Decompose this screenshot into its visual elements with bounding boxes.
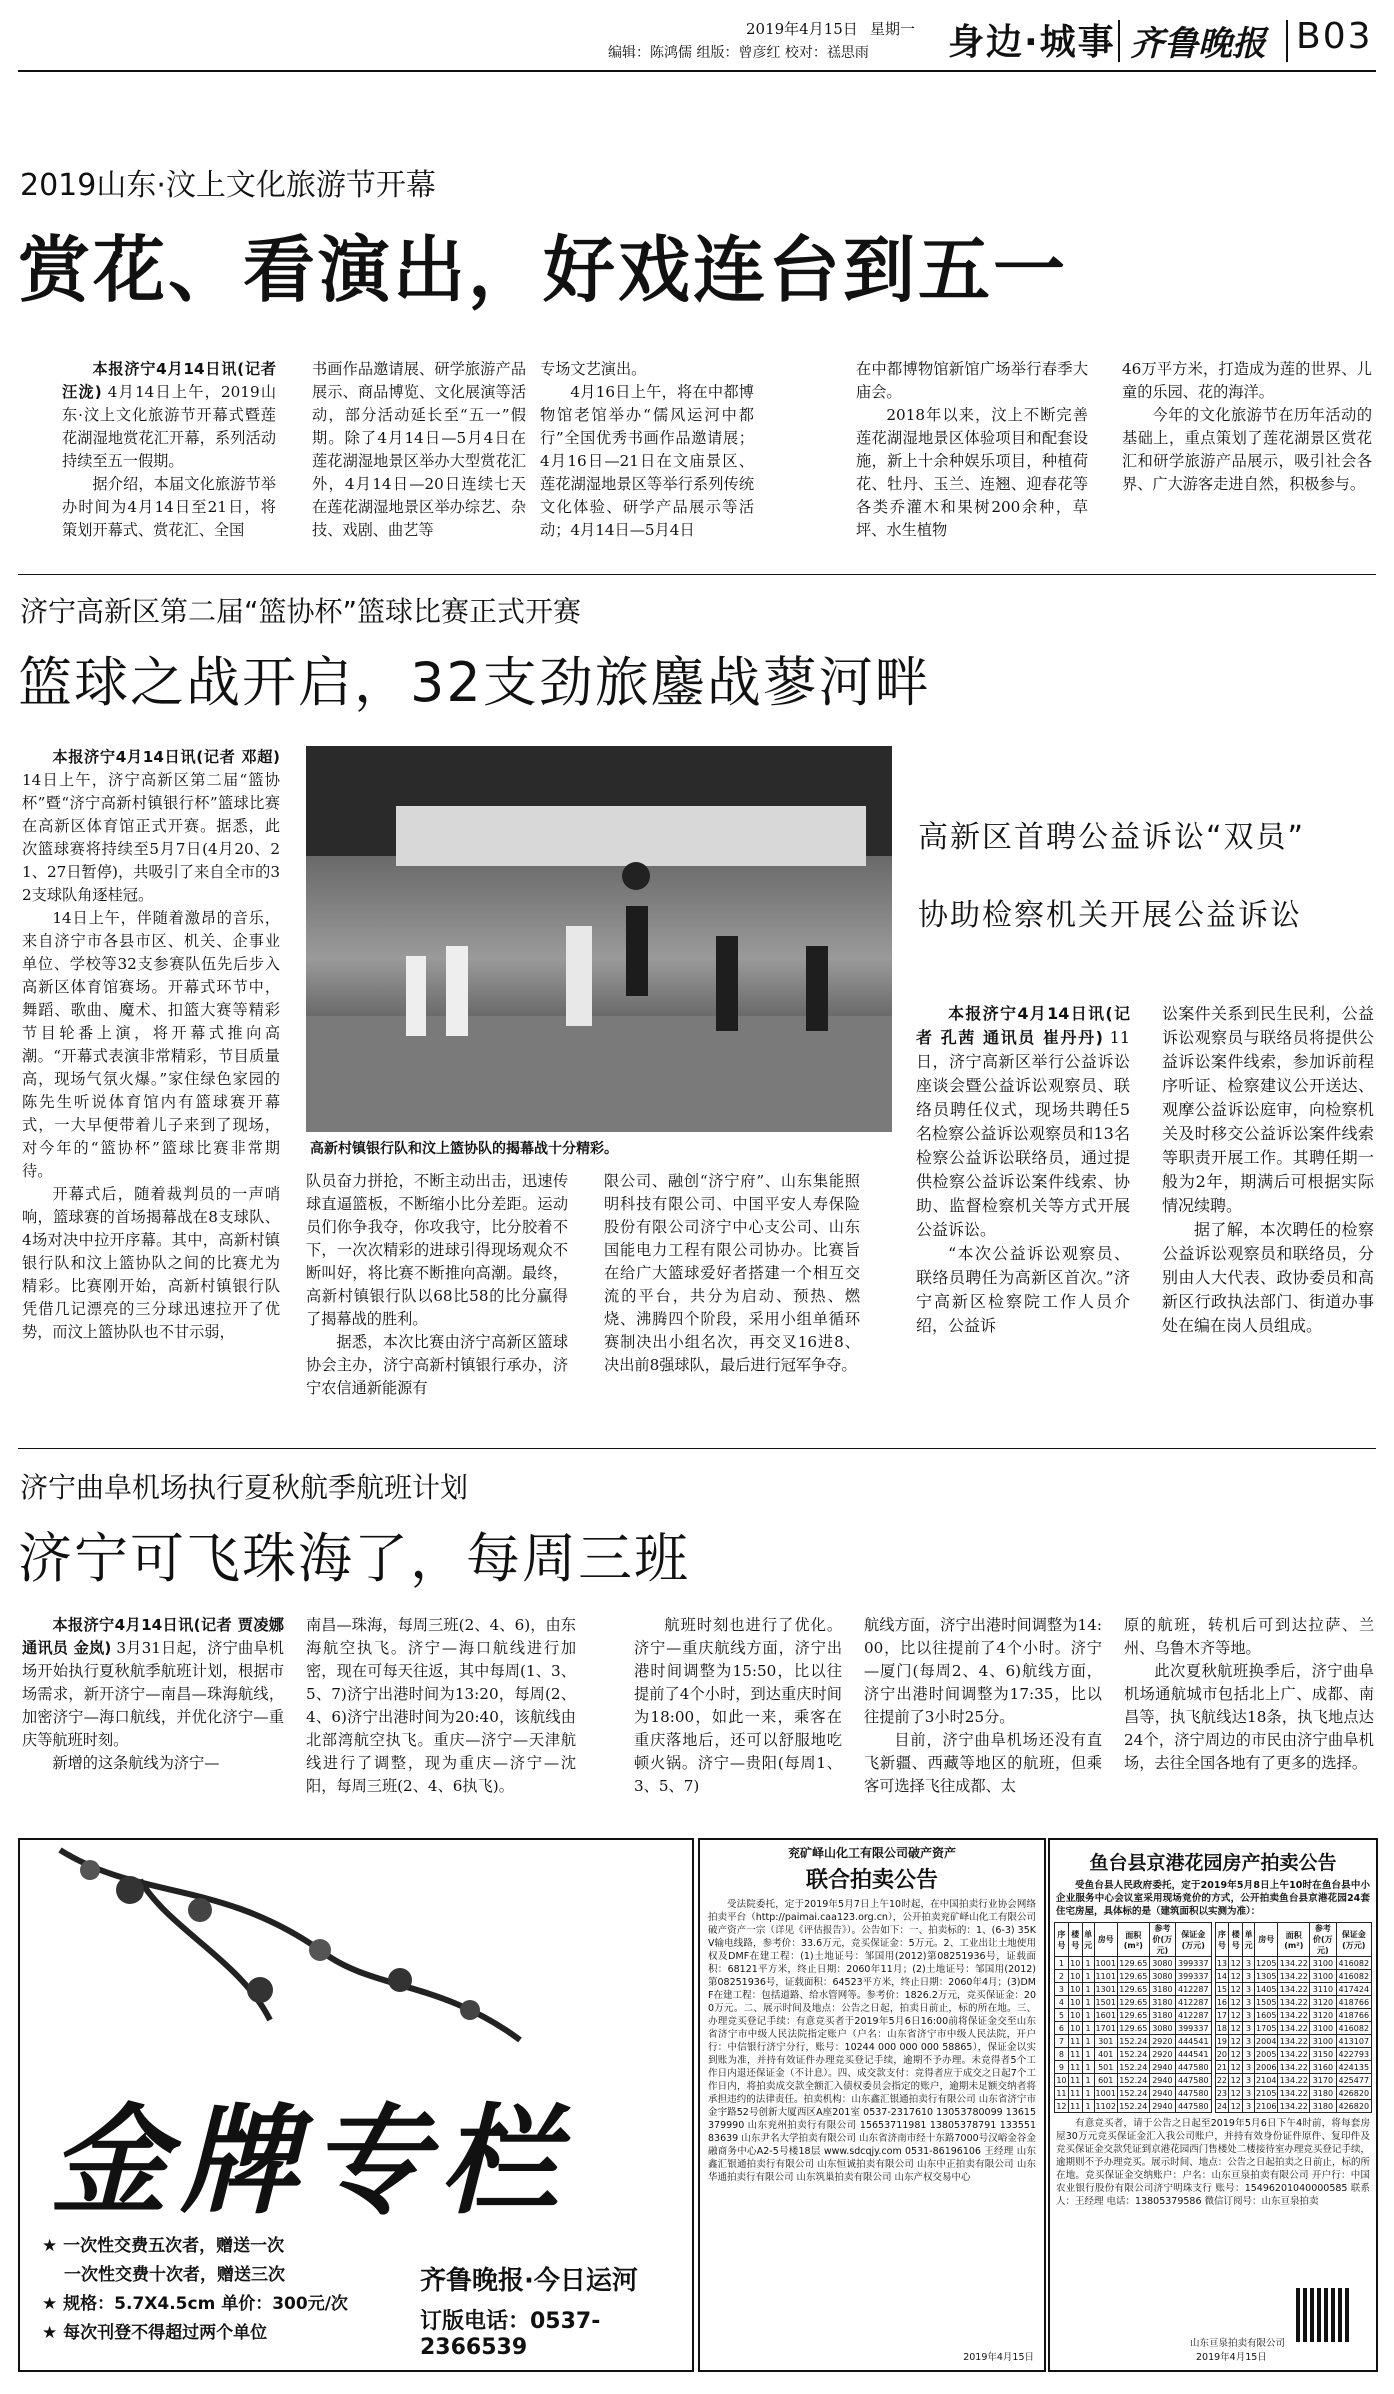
table-header-cell: 保证金(万元) bbox=[1176, 1923, 1211, 1957]
table-cell: 418766 bbox=[1336, 2009, 1371, 2022]
article1-text: 专场文艺演出。 bbox=[540, 360, 647, 378]
table-cell: 2940 bbox=[1149, 2061, 1175, 2074]
table-cell: 3180 bbox=[1310, 2087, 1336, 2100]
table-cell: 1 bbox=[1082, 2009, 1094, 2022]
table-cell: 3110 bbox=[1310, 1983, 1336, 1996]
table-cell: 11 bbox=[1056, 2088, 1067, 2098]
table-cell: 14 bbox=[1216, 1971, 1227, 1981]
table-cell: 21 bbox=[1216, 2062, 1227, 2072]
table-row bbox=[1055, 2074, 1212, 2087]
table-cell: 134.22 bbox=[1279, 2010, 1308, 2020]
article1-text: 据介绍，本届文化旅游节举办时间为4月14日至21日，将策划开幕式、赏花汇、全国 bbox=[62, 475, 276, 539]
table-cell: 12 bbox=[1230, 2023, 1241, 2033]
table-cell: 4 bbox=[1055, 1996, 1069, 2009]
sidebar-column-1 bbox=[916, 1002, 1130, 1338]
table-cell: 12 bbox=[1230, 2036, 1241, 2046]
article2-text: 14日上午，济宁高新区第二届“篮协杯”暨“济宁高新村镇银行杯”篮球比赛在高新区体育馆正式开赛。据悉，此次篮球赛将持续至5月7日(4月20、21、27日暂停)，共吸引了来自全市的32支球队角逐桂冠。 bbox=[22, 771, 280, 904]
table-cell: 10 bbox=[1070, 2023, 1081, 2033]
table-cell: 301 bbox=[1094, 2035, 1117, 2048]
table-cell: 12 bbox=[1230, 2049, 1241, 2059]
gold-term: 一次性交费十次者，赠送三次 bbox=[64, 2265, 285, 2285]
basketball-photo bbox=[306, 746, 892, 1132]
table-cell: 134.22 bbox=[1279, 1971, 1308, 1981]
table-cell: 152.24 bbox=[1119, 2101, 1148, 2111]
article1-text: 4月14日上午，2019山东·汶上文化旅游节开幕式暨莲花湖湿地赏花汇开幕，系列活动持续至五一假期。 bbox=[62, 383, 277, 470]
table-cell: 413107 bbox=[1336, 2035, 1371, 2048]
table-cell: 3 bbox=[1243, 1957, 1255, 1970]
table-cell: 412287 bbox=[1176, 1983, 1211, 1996]
table-cell: 424135 bbox=[1336, 2061, 1371, 2074]
table-cell: 134.22 bbox=[1279, 2075, 1308, 2085]
article3-text: 航班时刻也进行了优化。济宁—重庆航线方面，济宁出港时间调整为15:50，比以往提前了4个小时，到达重庆时间为18:00，如此一来，乘客在重庆落地后，还可以舒服地吃顿火锅。济宁—贵阳(每周1、3、5、7) bbox=[634, 1616, 842, 1795]
table-cell: 129.65 bbox=[1119, 1984, 1148, 1994]
article2-kicker: 济宁高新区第二届“篮协杯”篮球比赛正式开赛 bbox=[20, 595, 582, 628]
table-cell: 1 bbox=[1082, 2087, 1094, 2100]
sidebar-column-2 bbox=[1162, 1002, 1374, 1338]
table-cell: 418766 bbox=[1336, 1996, 1371, 2009]
gold-term: ★ 一次性交费五次者，赠送一次 bbox=[42, 2236, 285, 2256]
table-cell: 447580 bbox=[1176, 2061, 1211, 2074]
table-header-cell: 参考价(万元) bbox=[1310, 1923, 1336, 1957]
page-number: B03 bbox=[1296, 16, 1373, 57]
table-header-cell: 面积(m²) bbox=[1278, 1923, 1310, 1957]
gold-column-ad bbox=[18, 1838, 694, 2372]
gold-column-title: 金牌专栏 bbox=[50, 2091, 571, 2230]
table-row bbox=[1215, 2048, 1372, 2061]
table-cell: 1 bbox=[1082, 1996, 1094, 2009]
table-cell: 3120 bbox=[1310, 1996, 1336, 2009]
table-cell: 134.22 bbox=[1279, 2101, 1308, 2111]
article3-text: 新增的这条航线为济宁— bbox=[52, 1754, 220, 1772]
table-cell: 401 bbox=[1094, 2048, 1117, 2061]
table-cell: 2106 bbox=[1256, 2101, 1277, 2111]
table-cell: 444541 bbox=[1176, 2048, 1211, 2061]
table-cell: 15 bbox=[1216, 1984, 1227, 1994]
table-cell: 1405 bbox=[1256, 1984, 1277, 1994]
table-cell: 416082 bbox=[1336, 1957, 1371, 1970]
table-cell: 3150 bbox=[1310, 2048, 1336, 2061]
table-cell: 129.65 bbox=[1119, 2023, 1148, 2033]
table-cell: 3180 bbox=[1149, 1983, 1175, 1996]
masthead-divider bbox=[1118, 20, 1120, 62]
table-cell: 1301 bbox=[1095, 1984, 1116, 1994]
table-cell: 129.65 bbox=[1119, 1997, 1148, 2007]
article2-text: 队员奋力拼抢，不断主动出击，迅速传球直逼篮板，不断缩小比分差距。运动员们你争我夺，你攻我守，比分胶着不下，一次次精彩的进球引得现场观众不断叫好，将比赛不断推向高潮。最终，高新村镇银行队以68比58的比分赢得了揭幕战的胜利。 bbox=[306, 1172, 568, 1328]
table-cell: 3 bbox=[1055, 1983, 1069, 1996]
table-cell: 3180 bbox=[1149, 2009, 1175, 2022]
gold-column-phone: 订版电话：0537-2366539 bbox=[420, 2309, 601, 2360]
sidebar-text: 据了解，本次聘任的检察公益诉讼观察员和联络员，分别由人大代表、政协委员和高新区行政执法部门、街道办事处在编在岗人员组成。 bbox=[1162, 1220, 1374, 1335]
sidebar-text: 讼案件关系到民生民利，公益诉讼观察员与联络员将提供公益诉讼案件线索，参加诉前程序听证、检察建议公开送达、观摩公益诉讼庭审，向检察机关及时移交公益诉讼案件线索等职责开展工作。其聘任期一般为2年，期满后可根据实际情况续聘。 bbox=[1162, 1004, 1374, 1215]
table-cell: 19 bbox=[1216, 2036, 1227, 2046]
table-cell: 501 bbox=[1094, 2061, 1117, 2074]
table-cell: 2940 bbox=[1149, 2087, 1175, 2100]
table-cell: 129.65 bbox=[1119, 2010, 1148, 2020]
table-header-cell: 楼号 bbox=[1229, 1923, 1243, 1957]
table-cell: 601 bbox=[1094, 2074, 1117, 2087]
article3-text: 原的航班，转机后可到达拉萨、兰州、乌鲁木齐等地。 bbox=[1124, 1616, 1374, 1657]
auction2-date: 2019年4月15日 bbox=[1196, 2352, 1267, 2363]
table-cell: 10 bbox=[1070, 2010, 1081, 2020]
article2-column-1 bbox=[22, 746, 280, 1344]
section-title: 身边·城事 bbox=[948, 22, 1116, 63]
table-cell: 1101 bbox=[1095, 1971, 1116, 1981]
article2-headline: 篮球之战开启，32支劲旅鏖战蓼河畔 bbox=[18, 651, 931, 714]
table-cell: 3180 bbox=[1310, 2100, 1336, 2113]
table-row bbox=[1055, 1983, 1212, 1996]
table-cell: 3 bbox=[1243, 2009, 1255, 2022]
article3-text: 3月31日起，济宁曲阜机场开始执行夏秋航季航班计划，根据市场需求，新开济宁—南昌—珠海航线，加密济宁—海口航线，并优化济宁—重庆等航班时刻。 bbox=[22, 1639, 284, 1749]
auction1-title: 联合拍卖公告 bbox=[805, 1868, 938, 1893]
table-cell: 399337 bbox=[1176, 1957, 1211, 1970]
table-cell: 134.22 bbox=[1279, 2088, 1308, 2098]
table-cell: 134.22 bbox=[1279, 2062, 1308, 2072]
article1-text: 46万平方米，打造成为莲的世界、儿童的乐园、花的海洋。 bbox=[1122, 360, 1372, 401]
table-cell: 129.65 bbox=[1119, 1958, 1148, 1968]
table-cell: 3 bbox=[1243, 1970, 1255, 1983]
table-cell: 129.65 bbox=[1119, 1971, 1148, 1981]
table-cell: 152.24 bbox=[1119, 2075, 1148, 2085]
masthead bbox=[0, 0, 1394, 70]
sidebar-byline: 本报济宁4月14日讯(记者 孔茜 通讯员 崔丹丹) bbox=[916, 1004, 1130, 1047]
table-cell: 1001 bbox=[1095, 1958, 1116, 1968]
table-cell: 1 bbox=[1055, 1957, 1069, 1970]
issue-weekday: 星期一 bbox=[870, 20, 916, 38]
table-cell: 12 bbox=[1230, 1958, 1241, 1968]
table-cell: 3 bbox=[1243, 2074, 1255, 2087]
table-cell: 416082 bbox=[1336, 1970, 1371, 1983]
article1-column-5 bbox=[1122, 358, 1372, 496]
table-cell: 3080 bbox=[1149, 2022, 1175, 2035]
table-cell: 134.22 bbox=[1279, 1958, 1308, 1968]
table-cell: 2004 bbox=[1256, 2036, 1277, 2046]
table-cell: 5 bbox=[1055, 2009, 1069, 2022]
table-cell: 1505 bbox=[1256, 1997, 1277, 2007]
table-cell: 447580 bbox=[1176, 2100, 1211, 2113]
table-cell: 3100 bbox=[1310, 2035, 1336, 2048]
auction2-intro: 受鱼台县人民政府委托，定于2019年5月8日上午10时在鱼台县中小企业服务中心会议室采用现场竞价的方式，公开拍卖鱼台县京港花园24套住宅房屋，具体标的是（建筑面积以实测为准）： bbox=[1056, 1880, 1370, 1917]
article1-text: 在中都博物馆新馆广场举行春季大庙会。 bbox=[856, 360, 1088, 401]
auction1-body: 受法院委托，定于2019年5月7日上午10时起，在中国拍卖行业协会网络拍卖平台（http://paimai.caa123.org.cn），公开拍卖兖矿峄山化工有限公司破产资产一宗（详见《评估报告》）。公告如下：一、拍卖标的：1、(6-3) 35KV输电线路，参考价：33.6万元，竞买保证金：5万元。2、工业出让土地使用权及DMF在建工程：(1)土地证号：邹国用(2012)第08251936号，证载面积：68121平方米，终止日期：2060年11月；(2)土地证号：邹国用(2012)第08251936号，证载面积：64523平方米，终止日期：2060年4月；(3)DMF在建工程：包括道路、给水管网等。参考价：1826.2万元，竞买保证金：200万元。二、展示时间及地点：公告之日起，拍卖日前止，标的所在地。三、办理竞买登记手续：有意竞买者于2019年5月6日16:00前将保证金交至山东省济宁市中级人民法院指定账户（户名：山东省济宁市中级人民法院，开户行：中信银行济宁分行，账号：10244 000 000 000 58865），保证金以实到账为准，并持有效证件办理竞买登记手续，逾期不予办理。未竞得者5个工作日内退还保证金（不计息）。四、成交款支付：竞得者应于成交之日起7个工作日内，将拍卖成交款全额汇入债权委员会指定的账户，逾期未足额交纳者将承担违约的法律责任。拍卖机构：山东鑫汇银通拍卖行有限公司 山东省济宁市金宇路52号创新大厦西区A座201室 0537-2317610 13053780099 13615379990 山东兖州拍卖行有限公司 15653711981 13805378791 13355183639 山东尹名大学拍卖有限公司 山东省济南市经十东路7000号汉峪金谷金融商务中心A2-5号楼18层 www.sdcqjy.com 0531-86196106 王经理 山东鑫汇银通拍卖行有限公司 山东恒诚拍卖有限公司 山东中正拍卖有限公司 山东华通拍卖行有限公司 山东筑巢拍卖有限公司 山东产权交易中心 bbox=[708, 1899, 1036, 2183]
gold-column-paper: 齐鲁晚报·今日运河 bbox=[420, 2266, 638, 2296]
article1-text: 书画作品邀请展、研学旅游产品展示、商品博览、文化展演等活动，部分活动延长至“五一”假期。除了4月14日—5月4日在莲花湖湿地景区举办大型赏花汇外，4月14日—20日连续七天在莲花湖湿地景区举办综艺、杂技、戏剧、曲艺等 bbox=[312, 360, 526, 539]
table-cell: 10 bbox=[1070, 1984, 1081, 1994]
table-row bbox=[1215, 2100, 1372, 2113]
table-cell: 2940 bbox=[1149, 2074, 1175, 2087]
table-cell: 24 bbox=[1216, 2101, 1227, 2111]
table-row bbox=[1215, 2087, 1372, 2100]
table-cell: 10 bbox=[1070, 1971, 1081, 1981]
gold-term: ★ 每次刊登不得超过两个单位 bbox=[42, 2323, 268, 2343]
table-cell: 1501 bbox=[1095, 1997, 1116, 2007]
table-cell: 3 bbox=[1243, 2100, 1255, 2113]
masthead-divider bbox=[1286, 20, 1288, 62]
auction1-date: 2019年4月15日 bbox=[963, 2352, 1034, 2363]
article1-text: 2018年以来，汶上不断完善莲花湖湿地景区体验项目和配套设施，新上十余种娱乐项目，种植荷花、牡丹、玉兰、连翘、迎春花等各类乔灌木和果树200余种，草坪、水生植物 bbox=[856, 406, 1088, 539]
article3-column-1 bbox=[22, 1614, 284, 1775]
table-header-cell: 序号 bbox=[1215, 1923, 1229, 1957]
table-header-cell: 单元 bbox=[1082, 1923, 1094, 1957]
table-cell: 2006 bbox=[1256, 2062, 1277, 2072]
table-cell: 447580 bbox=[1176, 2074, 1211, 2087]
article1-text: 4月16日上午，将在中都博物馆老馆举办“儒风运河中都行”全国优秀书画作品邀请展；4月16日—21日在文庙景区、莲花湖湿地景区等举行系列传统文化体验、研学产品展示等活动；4月14日—5月4日 bbox=[540, 383, 754, 539]
article3-byline: 本报济宁4月14日讯(记者 贾凌娜 通讯员 金岚) bbox=[22, 1616, 284, 1657]
table-cell: 9 bbox=[1055, 2061, 1069, 2074]
table-cell: 3 bbox=[1243, 2035, 1255, 2048]
table-cell: 12 bbox=[1230, 2101, 1241, 2111]
table-cell: 399337 bbox=[1176, 1970, 1211, 1983]
table-cell: 17 bbox=[1216, 2010, 1227, 2020]
table-row bbox=[1215, 1957, 1372, 1970]
table-cell: 11 bbox=[1070, 2101, 1081, 2111]
table-row bbox=[1055, 1996, 1212, 2009]
table-cell: 6 bbox=[1055, 2022, 1069, 2035]
table-cell: 3120 bbox=[1310, 2009, 1336, 2022]
table-cell: 447580 bbox=[1176, 2087, 1211, 2100]
table-row bbox=[1215, 1970, 1372, 1983]
table-cell: 7 bbox=[1055, 2035, 1069, 2048]
table-cell: 152.24 bbox=[1119, 2088, 1148, 2098]
table-cell: 416082 bbox=[1336, 2022, 1371, 2035]
article3-text: 目前，济宁曲阜机场还没有直飞新疆、西藏等地区的航班，但乘客可选择飞往成都、太 bbox=[864, 1731, 1102, 1795]
article1-column-1 bbox=[62, 358, 276, 542]
table-header-cell: 序号 bbox=[1055, 1923, 1069, 1957]
article3-column-2 bbox=[306, 1614, 576, 1798]
table-cell: 3 bbox=[1243, 2087, 1255, 2100]
table-cell: 2104 bbox=[1256, 2075, 1277, 2085]
table-cell: 1605 bbox=[1256, 2010, 1277, 2020]
table-cell: 412287 bbox=[1176, 1996, 1211, 2009]
table-cell: 11 bbox=[1070, 2075, 1081, 2085]
table-header-cell: 参考价(万元) bbox=[1149, 1923, 1175, 1957]
auction-ad-2 bbox=[1048, 1838, 1378, 2372]
table-cell: 1 bbox=[1082, 2035, 1094, 2048]
auction2-tables bbox=[1054, 1922, 1372, 2113]
table-cell: 12 bbox=[1056, 2101, 1067, 2111]
table-cell: 8 bbox=[1055, 2048, 1069, 2061]
table-cell: 12 bbox=[1230, 2075, 1241, 2085]
table-row bbox=[1055, 2100, 1212, 2113]
auction2-body: 有意竞买者，请于公告之日起至2019年5月6日下午4时前，将每套房屋30万元竞买保证金汇入我公司账户，并持有效身份证件原件、复印件及竞买保证金交款凭证到京港花园西门售楼处二楼接待室办理竞买登记手续，逾期则不予办理竞买。展示时间、地点：公告之日起拍卖之日前止，标的所在地。竞买保证金交纳账户：户名：山东亘泉拍卖有限公司 开户行：中国农业银行股份有限公司济宁明珠支行 账号：15496201040000585 联系人：王经理 电话：13805379586 微信订阅号：山东亘泉拍卖 bbox=[1056, 2118, 1370, 2207]
table-cell: 3 bbox=[1243, 1996, 1255, 2009]
table-cell: 2920 bbox=[1149, 2035, 1175, 2048]
table-cell: 18 bbox=[1216, 2023, 1227, 2033]
table-cell: 3 bbox=[1243, 2048, 1255, 2061]
article2-byline: 本报济宁4月14日讯(记者 邓超) bbox=[52, 748, 280, 766]
table-row bbox=[1215, 1983, 1372, 1996]
table-cell: 3080 bbox=[1149, 1970, 1175, 1983]
table-cell: 1 bbox=[1082, 2061, 1094, 2074]
table-cell: 23 bbox=[1216, 2088, 1227, 2098]
table-cell: 425477 bbox=[1336, 2074, 1371, 2087]
table-header-cell: 楼号 bbox=[1068, 1923, 1082, 1957]
qr-code-icon bbox=[1296, 2288, 1350, 2342]
section-rule bbox=[18, 574, 1376, 575]
table-row bbox=[1055, 2061, 1212, 2074]
table-cell: 3100 bbox=[1310, 1957, 1336, 1970]
table-cell: 134.22 bbox=[1279, 2023, 1308, 2033]
table-cell: 20 bbox=[1216, 2049, 1227, 2059]
article2-text: 限公司、融创“济宁府”、山东集能照明科技有限公司、中国平安人寿保险股份有限公司济宁中心支公司、山东国能电力工程有限公司协办。比赛旨在给广大篮球爱好者搭建一个相互交流的平台，共分为启动、预热、燃烧、沸腾四个阶段，采用小组单循环赛制决出小组名次，再交叉16进8、决出前8强球队，最后进行冠军争夺。 bbox=[604, 1172, 860, 1374]
table-cell: 417424 bbox=[1336, 1983, 1371, 1996]
table-cell: 3170 bbox=[1310, 2074, 1336, 2087]
sidebar-text: “本次公益诉讼观察员、联络员聘任为高新区首次。”济宁高新区检察院工作人员介绍，公益诉 bbox=[916, 1244, 1130, 1335]
table-row bbox=[1055, 2022, 1212, 2035]
table-cell: 444541 bbox=[1176, 2035, 1211, 2048]
article1-column-3 bbox=[540, 358, 754, 542]
table-row bbox=[1215, 2035, 1372, 2048]
table-cell: 11 bbox=[1070, 2036, 1081, 2046]
table-cell: 12 bbox=[1230, 2062, 1241, 2072]
table-cell: 1601 bbox=[1095, 2010, 1116, 2020]
editor-credits: 编辑：陈鸿儒 组版：曾彦红 校对：禚思雨 bbox=[608, 45, 869, 61]
article1-column-2 bbox=[312, 358, 526, 542]
table-cell: 152.24 bbox=[1119, 2036, 1148, 2046]
table-cell: 3 bbox=[1243, 2061, 1255, 2074]
table-row bbox=[1055, 2009, 1212, 2022]
auction2-company: 山东亘泉拍卖有限公司 bbox=[1190, 2338, 1286, 2349]
table-cell: 10 bbox=[1070, 1958, 1081, 1968]
table-cell: 422793 bbox=[1336, 2048, 1371, 2061]
table-row bbox=[1215, 2061, 1372, 2074]
table-cell: 10 bbox=[1056, 2075, 1067, 2085]
table-header-cell: 保证金(万元) bbox=[1336, 1923, 1371, 1957]
gold-column-terms bbox=[42, 2232, 348, 2348]
article3-column-4 bbox=[864, 1614, 1102, 1798]
table-cell: 1701 bbox=[1095, 2023, 1116, 2033]
sidebar-text: 11日，济宁高新区举行公益诉讼座谈会暨公益诉讼观察员、联络员聘任仪式，现场共聘任5名检察公益诉讼观察员和13名检察公益诉讼联络员，通过提供检察公益诉讼案件线索、协助、监督检察机关等方式开展公益诉讼。 bbox=[916, 1028, 1130, 1239]
table-cell: 2940 bbox=[1149, 2100, 1175, 2113]
sidebar-headline-2: 协助检察机关开展公益诉讼 bbox=[918, 898, 1302, 933]
table-cell: 16 bbox=[1216, 1997, 1227, 2007]
table-cell: 3080 bbox=[1149, 1957, 1175, 1970]
article2-text: 14日上午，伴随着激昂的音乐，来自济宁市各县市区、机关、企事业单位、学校等32支参赛队伍先后步入高新区体育馆赛场。开幕式环节中，舞蹈、歌曲、魔术、扣篮大赛等精彩节目轮番上演，将开幕式推向高潮。“开幕式表演非常精彩，节目质量高，现场气氛火爆。”家住绿色家园的陈先生听说体育馆内有篮球赛开幕式，一大早便带着儿子来到了现场，对今年的“篮协杯”篮球比赛非常期待。 bbox=[22, 909, 280, 1180]
gold-term: ★ 规格：5.7X4.5cm 单价：300元/次 bbox=[42, 2294, 348, 2314]
table-cell: 22 bbox=[1216, 2075, 1227, 2085]
table-cell: 1102 bbox=[1095, 2101, 1116, 2111]
table-row bbox=[1215, 2022, 1372, 2035]
table-header-cell: 房号 bbox=[1094, 1923, 1117, 1957]
table-cell: 1 bbox=[1082, 2048, 1094, 2061]
article2-column-2 bbox=[306, 1170, 568, 1400]
article3-column-3 bbox=[634, 1614, 842, 1798]
table-cell: 2 bbox=[1055, 1970, 1069, 1983]
table-row bbox=[1055, 2035, 1212, 2048]
table-cell: 12 bbox=[1230, 1984, 1241, 1994]
table-row bbox=[1055, 1970, 1212, 1983]
table-cell: 1 bbox=[1082, 2100, 1094, 2113]
article3-headline: 济宁可飞珠海了，每周三班 bbox=[18, 1527, 690, 1590]
table-cell: 12 bbox=[1230, 1971, 1241, 1981]
table-cell: 399337 bbox=[1176, 2022, 1211, 2035]
table-cell: 426820 bbox=[1336, 2100, 1371, 2113]
newspaper-logo: 齐鲁晚报 bbox=[1130, 24, 1266, 64]
article3-text: 南昌—珠海，每周三班(2、4、6)，由东海航空执飞。济宁—海口航线进行加密，现在可每天往返，其中每周(1、3、5、7)济宁出港时间为13:20，每周(2、4、6)济宁出港时间为20:40，该航线由北部湾航空执飞。重庆—济宁—天津航线进行了调整，现为重庆—济宁—沈阳，每周三班(2、4、6执飞)。 bbox=[306, 1616, 576, 1795]
table-cell: 11 bbox=[1070, 2049, 1081, 2059]
table-cell: 134.22 bbox=[1279, 1984, 1308, 1994]
auction2-title: 鱼台县京港花园房产拍卖公告 bbox=[1089, 1852, 1337, 1874]
table-cell: 13 bbox=[1216, 1958, 1227, 1968]
article1-kicker: 2019山东·汶上文化旅游节开幕 bbox=[20, 168, 436, 203]
auction-ad-1 bbox=[698, 1838, 1046, 2372]
article1-column-4 bbox=[856, 358, 1088, 542]
table-header-cell: 面积(m²) bbox=[1117, 1923, 1149, 1957]
article1-byline: 本报济宁4月14日讯(记者 汪泷) bbox=[62, 360, 276, 401]
article3-kicker: 济宁曲阜机场执行夏秋航季航班计划 bbox=[20, 1471, 469, 1504]
table-cell: 426820 bbox=[1336, 2087, 1371, 2100]
table-row bbox=[1055, 1957, 1212, 1970]
sidebar-headline-1: 高新区首聘公益诉讼“双员” bbox=[918, 820, 1306, 855]
table-row bbox=[1215, 2009, 1372, 2022]
auction1-company: 兖矿峄山化工有限公司破产资产 bbox=[787, 1846, 956, 1860]
table-cell: 2005 bbox=[1256, 2049, 1277, 2059]
article1-text: 今年的文化旅游节在历年活动的基础上，重点策划了莲花湖景区赏花汇和研学旅游产品展示，吸引社会各界、广大游客走进自然，积极参与。 bbox=[1122, 406, 1372, 493]
table-cell: 152.24 bbox=[1119, 2049, 1148, 2059]
table-cell: 1 bbox=[1082, 2074, 1094, 2087]
table-cell: 1305 bbox=[1256, 1971, 1277, 1981]
photo-caption: 高新村镇银行队和汶上篮协队的揭幕战十分精彩。 bbox=[310, 1141, 618, 1157]
table-row bbox=[1215, 1996, 1372, 2009]
table-row bbox=[1055, 2087, 1212, 2100]
article3-text: 此次夏秋航班换季后，济宁曲阜机场通航城市包括北上广、成都、南昌等，执飞航线达18条，执飞地点达24个，济宁周边的市民由济宁曲阜机场，去往全国各地有了更多的选择。 bbox=[1124, 1662, 1374, 1772]
table-cell: 1001 bbox=[1095, 2088, 1116, 2098]
table-cell: 2105 bbox=[1256, 2088, 1277, 2098]
basketball-photo-illustration bbox=[306, 746, 892, 1132]
table-cell: 1 bbox=[1082, 1983, 1094, 1996]
table-row bbox=[1055, 2048, 1212, 2061]
table-cell: 1705 bbox=[1256, 2023, 1277, 2033]
table-cell: 11 bbox=[1070, 2062, 1081, 2072]
article3-text: 航线方面，济宁出港时间调整为14:00，比以往提前了4个小时。济宁—厦门(每周2、4、6)航线方面，济宁出港时间调整为17:35，比以往提前了3小时25分。 bbox=[864, 1616, 1102, 1726]
article1-headline: 赏花、看演出，好戏连台到五一 bbox=[18, 228, 1069, 312]
table-cell: 3 bbox=[1243, 1983, 1255, 1996]
table-cell: 10 bbox=[1070, 1997, 1081, 2007]
article2-text: 据悉，本次比赛由济宁高新区篮球协会主办，济宁高新村镇银行承办，济宁农信通新能源有 bbox=[306, 1333, 568, 1397]
table-cell: 11 bbox=[1070, 2088, 1081, 2098]
table-cell: 12 bbox=[1230, 2010, 1241, 2020]
table-header-cell: 房号 bbox=[1255, 1923, 1278, 1957]
table-cell: 1 bbox=[1082, 2022, 1094, 2035]
table-header-cell: 单元 bbox=[1243, 1923, 1255, 1957]
section-rule bbox=[18, 1448, 1376, 1449]
table-cell: 1205 bbox=[1256, 1958, 1277, 1968]
article2-text: 开幕式后，随着裁判员的一声哨响，篮球赛的首场揭幕战在8支球队、4场对决中拉开序幕。其中，高新村镇银行队和汶上篮协队之间的比赛尤为精彩。比赛刚开始，高新村镇银行队凭借几记漂亮的三分球迅速拉开了优势，而汶上篮协队也不甘示弱， bbox=[22, 1185, 280, 1341]
auction2-table-2 bbox=[1215, 1922, 1373, 2113]
table-cell: 134.22 bbox=[1279, 2036, 1308, 2046]
table-row bbox=[1215, 2074, 1372, 2087]
table-cell: 134.22 bbox=[1279, 1997, 1308, 2007]
article3-column-5 bbox=[1124, 1614, 1374, 1775]
table-cell: 1 bbox=[1082, 1957, 1094, 1970]
table-cell: 1 bbox=[1082, 1970, 1094, 1983]
article2-column-3 bbox=[604, 1170, 860, 1377]
top-rule bbox=[18, 70, 1376, 72]
table-cell: 12 bbox=[1230, 1997, 1241, 2007]
table-cell: 3180 bbox=[1149, 1996, 1175, 2009]
table-cell: 152.24 bbox=[1119, 2062, 1148, 2072]
table-cell: 3100 bbox=[1310, 1970, 1336, 1983]
table-cell: 412287 bbox=[1176, 2009, 1211, 2022]
table-cell: 3160 bbox=[1310, 2061, 1336, 2074]
table-cell: 3 bbox=[1243, 2022, 1255, 2035]
table-cell: 12 bbox=[1230, 2088, 1241, 2098]
auction2-table-1 bbox=[1054, 1922, 1212, 2113]
table-cell: 134.22 bbox=[1279, 2049, 1308, 2059]
issue-date: 2019年4月15日 bbox=[746, 20, 858, 38]
table-cell: 2920 bbox=[1149, 2048, 1175, 2061]
table-cell: 3100 bbox=[1310, 2022, 1336, 2035]
